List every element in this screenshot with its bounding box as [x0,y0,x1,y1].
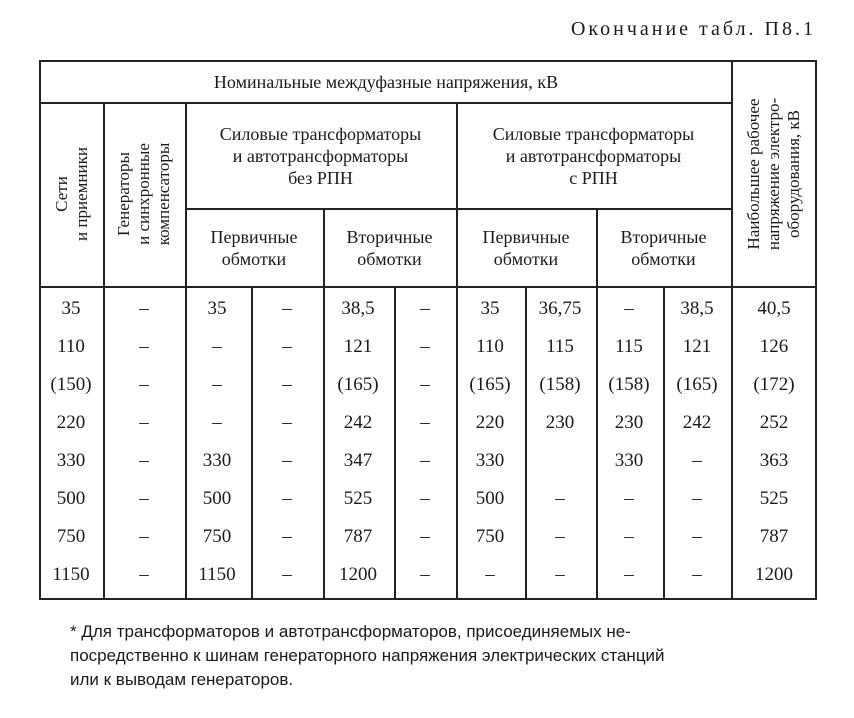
table-cell: 242 [682,412,712,433]
table-cell: – [139,564,149,585]
table-cell: – [282,298,292,319]
table-cell: – [139,526,149,547]
header-transformers-no-rpn: Силовые трансформаторы и автотрансформаторы без РПН [219,124,422,188]
table-cell: – [420,450,430,471]
table-cell: – [692,526,702,547]
table-cell: (158) [608,374,650,395]
header-transformers-rpn: Силовые трансформаторы и автотрансформаторы с РПН [492,124,695,188]
table-cell: 230 [614,412,644,433]
header-networks: Сети и приемники [52,147,91,241]
table-cell: – [212,374,222,395]
table-cell: – [555,488,565,509]
col-rule-4 [731,62,733,600]
table-cell: 35 [207,298,227,319]
table-cell: 787 [343,526,373,547]
table-cell: – [139,450,149,471]
table-cell: 230 [545,412,575,433]
table-cell: 330 [56,450,86,471]
table-cell: 110 [476,336,504,357]
header-primary-windings-2: Первичные обмотки [482,227,570,269]
table-cell: – [624,526,634,547]
table-cell: 121 [682,336,712,357]
table-cell: 220 [56,412,86,433]
table-cell: 500 [475,488,505,509]
table-cell: – [624,564,634,585]
table-cell: 115 [615,336,643,357]
table-cell: – [212,336,222,357]
table-cell: – [139,374,149,395]
table-cell: – [692,450,702,471]
table-cell: 252 [759,412,789,433]
rule-under-header [41,286,817,288]
table-cell: 115 [546,336,574,357]
table-cell: 363 [759,450,789,471]
table-cell: – [420,298,430,319]
table-cell: 40,5 [757,298,791,319]
table-cell: 500 [56,488,86,509]
header-max-operating-voltage: Наибольшее рабочее напряжение электро- оборудования, кВ [744,97,803,251]
table-cell: – [139,412,149,433]
col-rule-7 [251,286,253,600]
table-cell: – [555,564,565,585]
header-primary-windings-1: Первичные обмотки [210,227,298,269]
table-cell: 787 [759,526,789,547]
table-cell: 36,75 [538,298,582,319]
table-cell: (172) [753,374,795,395]
table-cell: 525 [343,488,373,509]
table-cell: – [420,488,430,509]
table-cell: (158) [539,374,581,395]
header-generators: Генераторы и синхронные компенсаторы [114,142,173,246]
footnote [70,620,830,692]
table-cell: 1150 [52,564,90,585]
table-cell: 330 [614,450,644,471]
table-cell: 110 [57,336,85,357]
col-rule-9 [525,286,527,600]
table-cell: 126 [759,336,789,357]
footnote-text: * Для трансформаторов и автотрансформаторов, присоединяемых не- посредственно к шинам генераторного напряжения электрических станций или к выводам генераторов. [70,622,665,689]
table-cell: 330 [475,450,505,471]
table-cell: – [485,564,495,585]
table-cell: – [212,412,222,433]
header-secondary-windings-2: Вторичные обмотки [620,227,707,269]
table-cell: – [282,374,292,395]
table-cell: 1200 [755,564,793,585]
table-cell: – [420,564,430,585]
col-rule-8 [394,286,396,600]
table-cell: – [624,488,634,509]
table-cell: – [420,412,430,433]
table-caption: Окончание табл. П8.1 [570,18,816,40]
table-cell: (165) [337,374,379,395]
table-cell: 35 [61,298,81,319]
table-cell: – [282,488,292,509]
table-cell: 1200 [339,564,377,585]
table-cell: – [139,298,149,319]
table-cell: – [139,336,149,357]
table-cell: – [420,336,430,357]
table-cell: – [692,488,702,509]
table-cell: 242 [343,412,373,433]
header-secondary-windings-1: Вторичные обмотки [346,227,433,269]
table-cell: 750 [56,526,86,547]
table-cell: 500 [202,488,232,509]
table-cell: 38,5 [341,298,375,319]
table-cell: 750 [475,526,505,547]
table-cell: – [555,526,565,547]
table-cell: 38,5 [680,298,714,319]
table-cell: 220 [475,412,505,433]
table-cell: – [692,564,702,585]
table-cell: 330 [202,450,232,471]
table-cell: (165) [676,374,718,395]
table-cell: 347 [343,450,373,471]
table-cell: 35 [480,298,500,319]
table-cell: 1150 [198,564,236,585]
table-cell: (150) [50,374,92,395]
table-cell: – [139,488,149,509]
table-cell: – [420,526,430,547]
table-cell: – [282,412,292,433]
table-cell: – [624,298,634,319]
table-cell: – [420,374,430,395]
header-nominal-voltages: Номинальные междуфазные напряжения, кВ [213,72,559,92]
table-cell: 121 [343,336,373,357]
col-rule-10 [663,286,665,600]
voltage-table [39,60,817,600]
table-cell: 750 [202,526,232,547]
table-cell: – [282,526,292,547]
table-cell: – [282,336,292,357]
table-cell: – [282,450,292,471]
table-cell: – [282,564,292,585]
table-cell: 525 [759,488,789,509]
table-cell: (165) [469,374,511,395]
